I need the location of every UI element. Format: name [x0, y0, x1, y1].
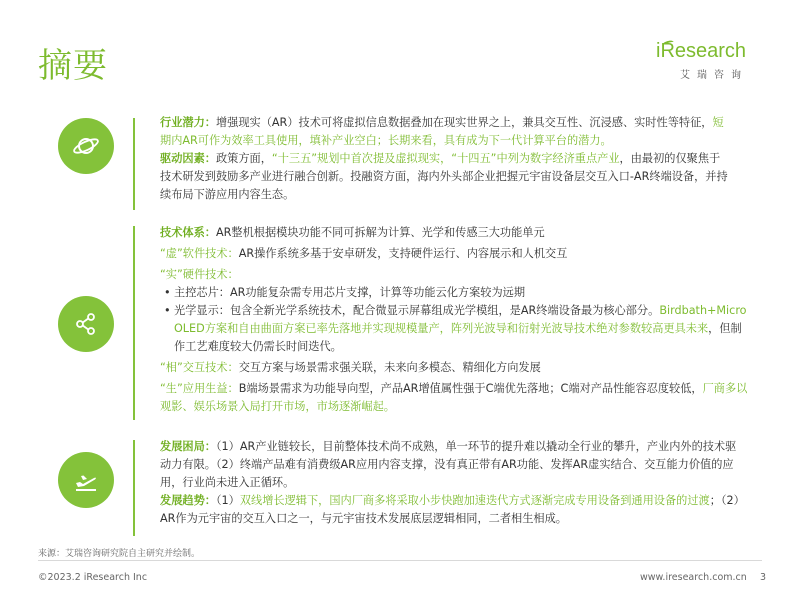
optics-highlight: Birdbath+Micro OLED方案和自由曲面方案已率先落地并实现规模量产，阵列光波导和衍射光波导技术绝对参数较高更具未来: [174, 304, 747, 335]
hardware-line: [160, 266, 750, 284]
software-line: [160, 245, 750, 263]
optics-text-2: ，但制作工艺难度较大仍需长时间迭代。: [174, 322, 742, 353]
logo-wordmark: iResearch: [656, 40, 747, 62]
section-industry-text: [160, 114, 730, 204]
ecosystem-highlight: 厂商多以观影、娱乐场景入局打开市场，市场逐渐崛起。: [160, 382, 748, 413]
copyright: ©2023.2 iResearch Inc: [38, 572, 148, 583]
industry-potential-paragraph: [160, 114, 730, 150]
interaction-label: “相”交互技术：: [160, 361, 239, 374]
logo-chinese-name: 艾瑞咨询: [680, 70, 748, 81]
industry-potential-highlight: 短期内AR可作为效率工具使用，填补产业空白；长期来看，具有成为下一代计算平台的潜力。: [160, 116, 724, 147]
tech-system-text: AR整机根据模块功能不同可拆解为计算、光学和传感三大功能单元: [215, 226, 545, 239]
section-technology-text: [160, 224, 750, 416]
drivers-text-1: 政策方面，: [215, 152, 272, 165]
drivers-label: 驱动因素：: [160, 152, 216, 165]
section-divider: [133, 118, 135, 210]
challenges-label: 发展困局：: [160, 440, 216, 453]
trends-highlight: 双线增长逻辑下，国内厂商多将采取小步快跑加速迭代方式逐渐完成专用设备到通用设备的过渡: [239, 494, 710, 507]
section-development-text: [160, 438, 740, 528]
software-text: AR操作系统多基于安卓研发，支持硬件运行、内容展示和人机交互: [238, 247, 568, 260]
challenges-paragraph: [160, 438, 740, 492]
interaction-line: [160, 359, 750, 377]
trends-label: 发展趋势：: [160, 494, 216, 507]
tech-system-label: 技术体系：: [160, 226, 216, 239]
optics-bullet: [160, 302, 750, 356]
chip-text: 主控芯片：AR功能复杂需专用芯片支撑，计算等功能云化方案较为远期: [174, 286, 526, 299]
ecosystem-line: [160, 380, 750, 416]
drivers-highlight: “十三五”规划中首次提及虚拟现实，“十四五”中列为数字经济重点产业: [271, 152, 620, 165]
trends-text-1: （1）: [215, 494, 240, 507]
footer-divider: [38, 560, 762, 561]
industry-potential-label: 行业潜力：: [160, 116, 216, 129]
chip-bullet: [160, 284, 750, 302]
share-icon: [58, 296, 114, 352]
trends-paragraph: [160, 492, 740, 528]
drivers-text-2: ，由最初的仅聚焦于技术研发到鼓励多产业进行融合创新。投融资方面，海内外头部企业把握元宇宙设备层交互入口-AR终端设备，并持续布局下游应用内容生态。: [160, 152, 728, 201]
iresearch-logo: [656, 40, 764, 96]
plane-takeoff-icon: [58, 452, 114, 508]
software-label: “虚”软件技术：: [160, 247, 239, 260]
ecosystem-text: B端场景需求为功能导向型，产品AR增值属性强于C端优先落地；C端对产品性能容忍度较低，: [238, 382, 703, 395]
industry-potential-text: 增强现实（AR）技术可将虚拟信息数据叠加在现实世界之上，兼具交互性、沉浸感、实时性等特征，: [215, 116, 713, 129]
challenges-text: （1）AR产业链较长，目前整体技术尚不成熟，单一环节的提升难以撬动全行业的攀升，产业内外的技术驱动力有限。（2）终端产品难有消费级AR应用内容支撑，没有真正带有AR功能、发挥AR虚实结合、交互能力价值的应用，行业尚未进入正循环。: [160, 440, 737, 489]
source-note: 来源：艾瑞咨询研究院自主研究并绘制。: [38, 549, 201, 559]
section-divider: [133, 440, 135, 536]
hardware-label: “实”硬件技术：: [160, 268, 239, 281]
page-title: 摘要: [38, 46, 108, 86]
website-link[interactable]: www.iresearch.com.cn: [640, 572, 747, 583]
optics-text: 光学显示：包含全新光学系统技术，配合微显示屏幕组成光学模组，是AR终端设备最为核心部分。: [174, 304, 660, 317]
drivers-paragraph: [160, 150, 730, 204]
planet-icon: [58, 118, 114, 174]
ecosystem-label: “生”应用生益：: [160, 382, 239, 395]
tech-system-line: [160, 224, 750, 242]
trends-text-2: ；（2）AR作为元宇宙的交互入口之一，与元宇宙技术发展底层逻辑相同，二者相生相成。: [160, 494, 740, 525]
interaction-text: 交互方案与场景需求强关联，未来向多模态、精细化方向发展: [238, 361, 541, 374]
page-number: 3: [760, 572, 767, 583]
section-divider: [133, 226, 135, 420]
